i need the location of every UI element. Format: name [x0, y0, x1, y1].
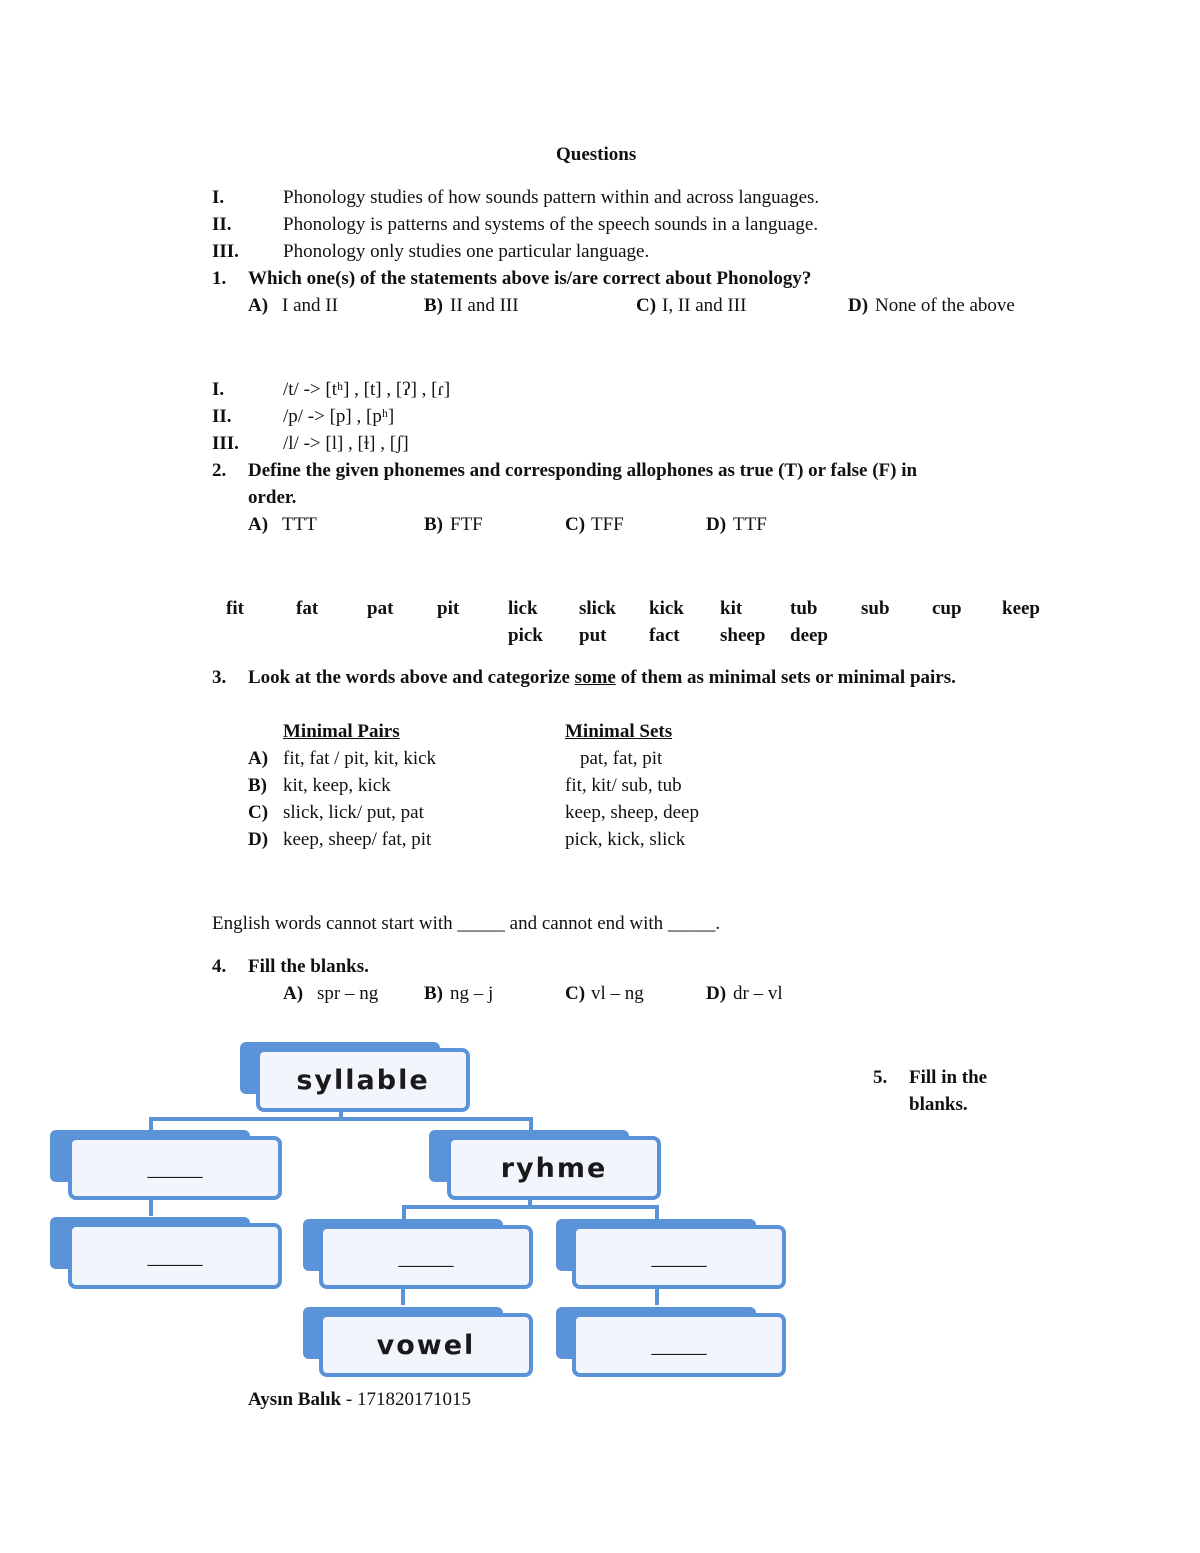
author-name: Aysın Balık — [248, 1389, 342, 1410]
question-text: Define the given phonemes and corresponding allophones as true (T) or false (F) in — [248, 460, 918, 481]
option-sets: pat, fat, pit — [580, 748, 663, 769]
question-text: Look at the words above and categorize some of them as minimal sets or minimal pairs. — [248, 667, 956, 688]
author-line: Aysın Balık - 171820171015 — [248, 1389, 471, 1410]
word: kit — [720, 598, 743, 619]
onset-child-node — [50, 1217, 282, 1291]
connector-line — [402, 1205, 659, 1209]
vowel-node — [303, 1307, 533, 1379]
option-sets: pick, kick, slick — [565, 829, 686, 850]
question-number: 2. — [212, 460, 227, 481]
syllable-label: syllable — [256, 1048, 470, 1112]
statement-num: II. — [212, 406, 232, 427]
option-text: TFF — [591, 514, 624, 535]
option-text: TTF — [733, 514, 767, 535]
word: put — [579, 625, 607, 646]
statement-num: II. — [212, 214, 232, 235]
nucleus-node — [303, 1219, 533, 1291]
statement-num: III. — [212, 241, 239, 262]
connector-line — [149, 1117, 533, 1121]
connector-line — [402, 1205, 406, 1219]
option-letter: D) — [706, 983, 727, 1004]
statement-num: III. — [212, 433, 239, 454]
vowel-label: vowel — [319, 1313, 533, 1377]
word: pit — [437, 598, 460, 619]
statement-num: I. — [212, 187, 225, 208]
word: sub — [861, 598, 890, 619]
nucleus-blank: _____ — [319, 1225, 533, 1289]
option-text: None of the above — [875, 295, 1015, 316]
option-letter: B) — [248, 775, 267, 796]
word: cup — [932, 598, 962, 619]
option-letter: A) — [248, 514, 269, 535]
option-text: I, II and III — [662, 295, 747, 316]
question-text: Which one(s) of the statements above is/are correct about Phonology? — [248, 268, 812, 289]
coda-node — [556, 1219, 786, 1291]
question-number: 5. — [873, 1067, 888, 1088]
statement-text: Phonology is patterns and systems of the speech sounds in a language. — [283, 214, 819, 235]
question-text: Fill in the — [909, 1067, 988, 1088]
option-text: vl – ng — [591, 983, 644, 1004]
column-header-minimal-sets: Minimal Sets — [565, 721, 673, 742]
page-title: Questions — [556, 144, 637, 165]
statement-text: Phonology studies of how sounds pattern within and across languages. — [283, 187, 820, 208]
connector-line — [149, 1117, 153, 1131]
question-number: 1. — [212, 268, 227, 289]
option-text: dr – vl — [733, 983, 783, 1004]
fill-sentence: English words cannot start with _____ and cannot end with _____. — [212, 913, 721, 934]
onset-blank: _____ — [68, 1136, 282, 1200]
word: kick — [649, 598, 684, 619]
coda-child-blank: _____ — [572, 1313, 786, 1377]
word: fit — [226, 598, 244, 619]
onset-child-blank: _____ — [68, 1223, 282, 1289]
statement-num: I. — [212, 379, 225, 400]
option-letter: B) — [424, 514, 443, 535]
statement-text: Phonology only studies one particular language. — [283, 241, 650, 262]
word: pick — [508, 625, 543, 646]
option-letter: B) — [424, 983, 443, 1004]
word: keep — [1002, 598, 1040, 619]
option-letter: A) — [283, 983, 304, 1004]
option-sets: fit, kit/ sub, tub — [565, 775, 682, 796]
option-letter: A) — [248, 748, 269, 769]
author-id: 171820171015 — [356, 1389, 471, 1410]
option-letter: A) — [248, 295, 269, 316]
option-letter: C) — [636, 295, 657, 316]
word: fact — [649, 625, 680, 646]
rhyme-node — [429, 1130, 661, 1202]
connector-line — [655, 1205, 659, 1219]
connector-line — [529, 1117, 533, 1131]
option-letter: C) — [565, 983, 586, 1004]
word: fat — [296, 598, 319, 619]
option-letter: D) — [248, 829, 269, 850]
option-letter: C) — [248, 802, 269, 823]
word: lick — [508, 598, 538, 619]
statement-text: /p/ -> [p] , [pʰ] — [283, 406, 395, 427]
word: slick — [579, 598, 616, 619]
option-pairs: fit, fat / pit, kit, kick — [283, 748, 437, 769]
option-text: FTF — [450, 514, 483, 535]
option-text: TTT — [282, 514, 317, 535]
question-text: Fill the blanks. — [248, 956, 369, 977]
option-text: spr – ng — [317, 983, 379, 1004]
option-sets: keep, sheep, deep — [565, 802, 699, 823]
question-number: 3. — [212, 667, 227, 688]
option-letter: B) — [424, 295, 443, 316]
option-text: ng – j — [450, 983, 494, 1004]
option-letter: D) — [706, 514, 727, 535]
word: pat — [367, 598, 394, 619]
question-number: 4. — [212, 956, 227, 977]
word: deep — [790, 625, 828, 646]
option-letter: D) — [848, 295, 869, 316]
question-text-cont: order. — [248, 487, 297, 508]
word: tub — [790, 598, 818, 619]
option-pairs: kit, keep, kick — [283, 775, 391, 796]
option-pairs: keep, sheep/ fat, pit — [283, 829, 432, 850]
option-letter: C) — [565, 514, 586, 535]
statement-text: /l/ -> [l] , [ɫ] , [ʃ] — [283, 433, 409, 454]
coda-blank: _____ — [572, 1225, 786, 1289]
column-header-minimal-pairs: Minimal Pairs — [283, 721, 400, 742]
option-text: I and II — [282, 295, 338, 316]
question-text-cont: blanks. — [909, 1094, 968, 1115]
coda-child-node — [556, 1307, 786, 1379]
option-text: II and III — [450, 295, 519, 316]
word: sheep — [720, 625, 766, 646]
statement-text: /t/ -> [tʰ] , [t] , [ʔ] , [ɾ] — [283, 379, 451, 400]
rhyme-label: ryhme — [447, 1136, 661, 1200]
onset-node — [50, 1130, 282, 1202]
syllable-node — [240, 1042, 470, 1114]
option-pairs: slick, lick/ put, pat — [283, 802, 424, 823]
